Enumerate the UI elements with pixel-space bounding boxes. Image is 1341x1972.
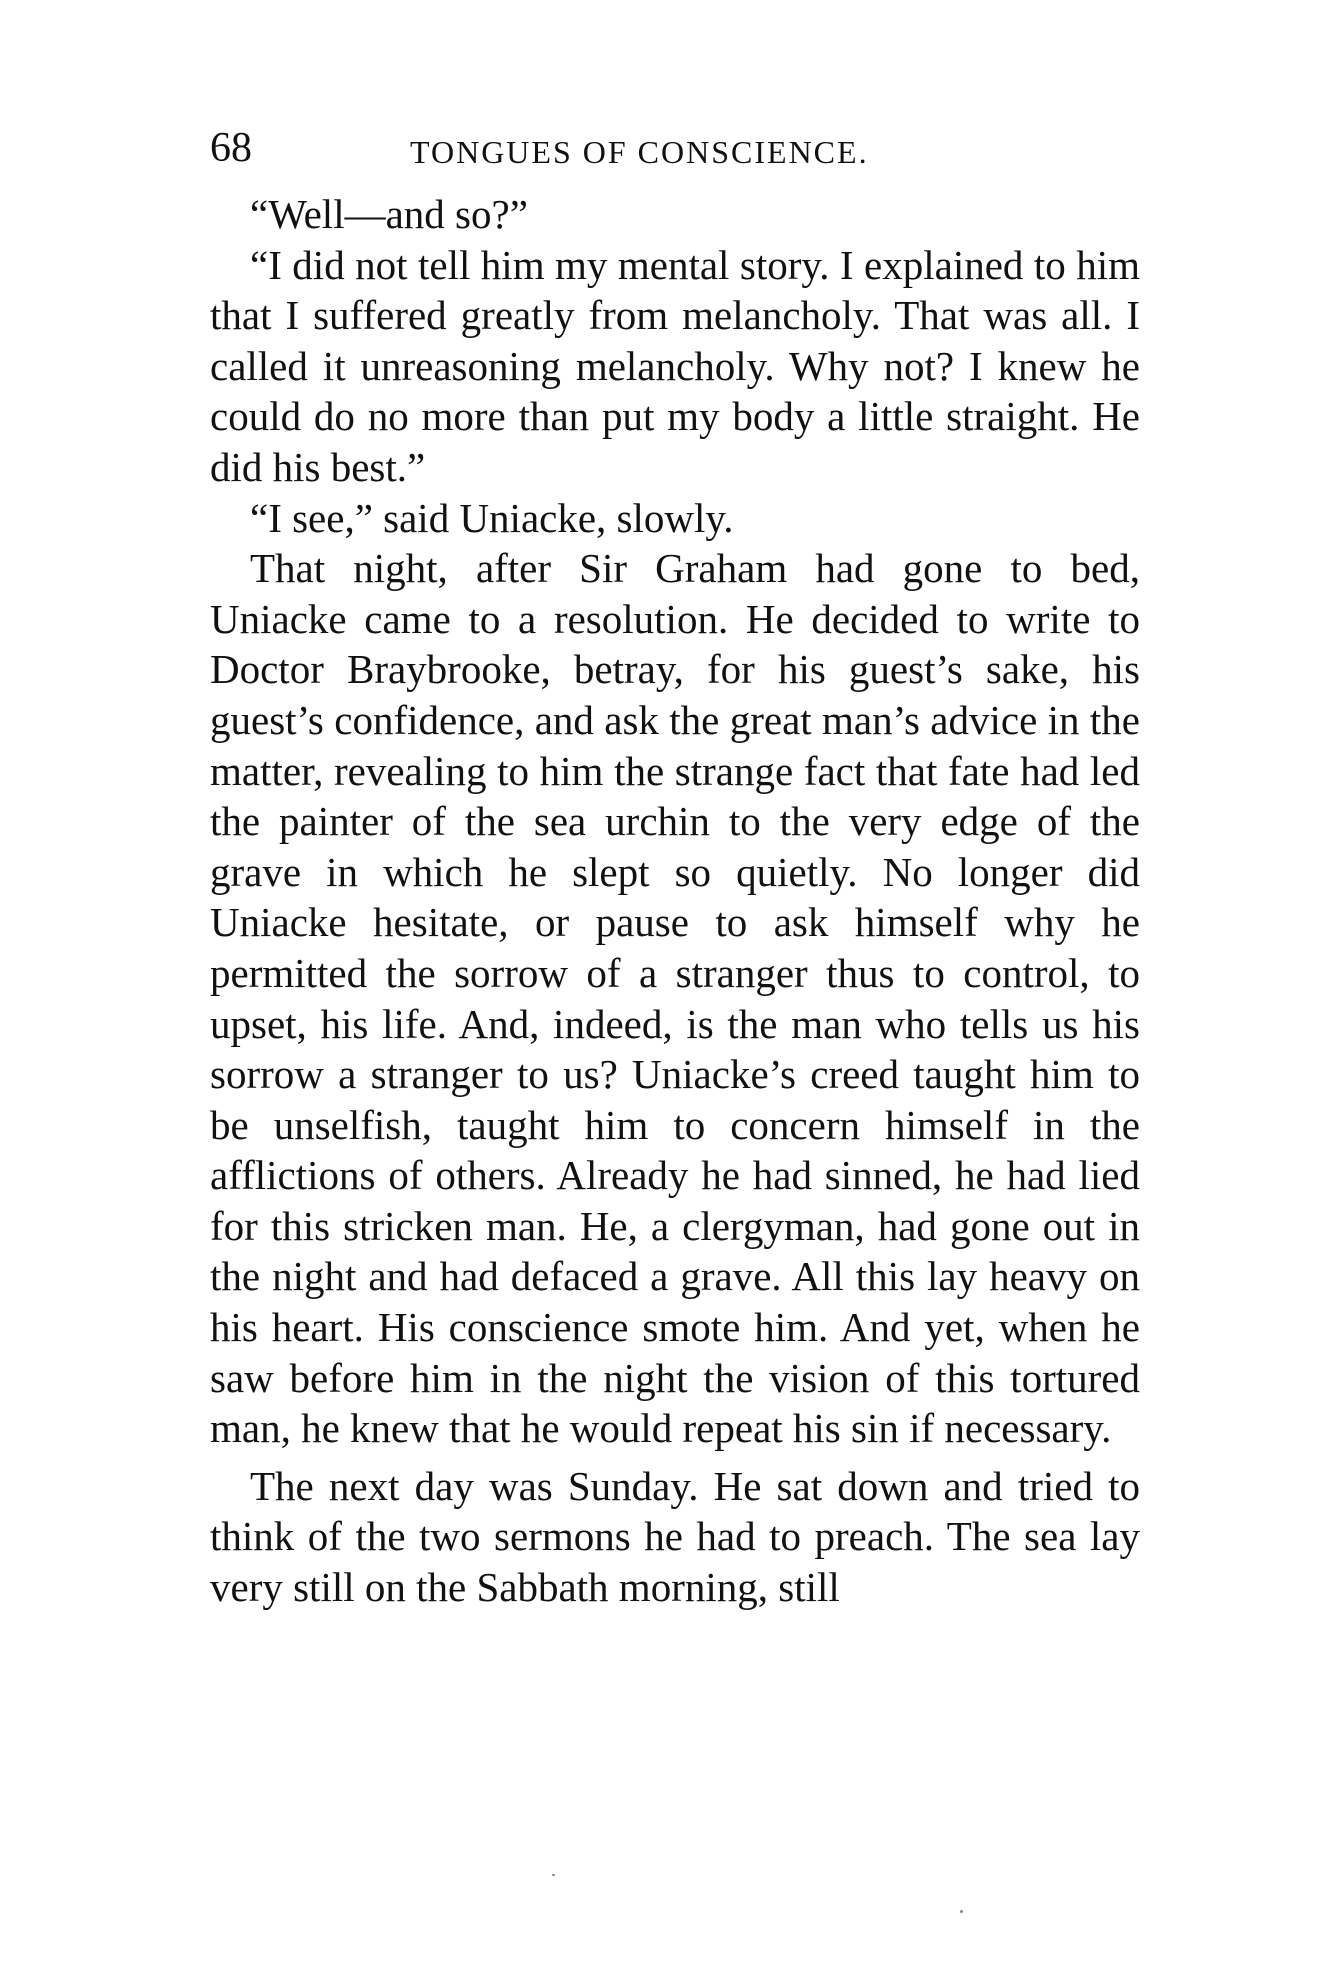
paragraph: The next day was Sunday. He sat down and tried to think of the two sermons he had to preach. The sea lay very still on the Sabbath morning, still bbox=[210, 1462, 1140, 1611]
paragraph: “Well—and so?” bbox=[250, 191, 528, 237]
paper-speck bbox=[960, 1910, 963, 1913]
paragraph: That night, after Sir Graham had gone to bed, Uniacke came to a resolution. He decided to write to Doctor Braybrooke, betray, for his guest’s sake, his guest’s confidence, and ask the great man’s advice in the matter, revealing to him the strange fact that fate had led the painter of the sea urchin to the very edge of the grave in which he slept so quietly. No longer did Uniacke hesitate, or pause to ask himself why he permitted the sorrow of a stranger thus to control, to upset, his life. And, indeed, is the man who tells us his sorrow a stranger to us? Uniacke’s creed taught him to be unselfish, taught him to concern himself in the afflictions of others. Already he had sinned, he had lied for this stricken man. He, a clergyman, had gone out in the night and had defaced a grave. All this lay heavy on his heart. His conscience smote him. And yet, when he saw before him in the night the vision of this tortured man, he knew that he would repeat his sin if necessary. bbox=[210, 545, 1140, 1452]
page-header bbox=[210, 118, 960, 178]
paper-speck bbox=[552, 1874, 555, 1876]
paragraph: “I see,” said Uniacke, slowly. bbox=[250, 494, 734, 541]
body-text bbox=[210, 189, 1140, 1613]
running-title: TONGUES OF CONSCIENCE. bbox=[410, 134, 869, 170]
paragraph: “I did not tell him my mental story. I explained to him that I suffered greatly from melancholy. That was all. I called it unreasoning melancholy. Why not? I knew he could do no more than put my body a little straight. He did his best.” bbox=[210, 241, 1140, 490]
page-number: 68 bbox=[210, 125, 252, 171]
